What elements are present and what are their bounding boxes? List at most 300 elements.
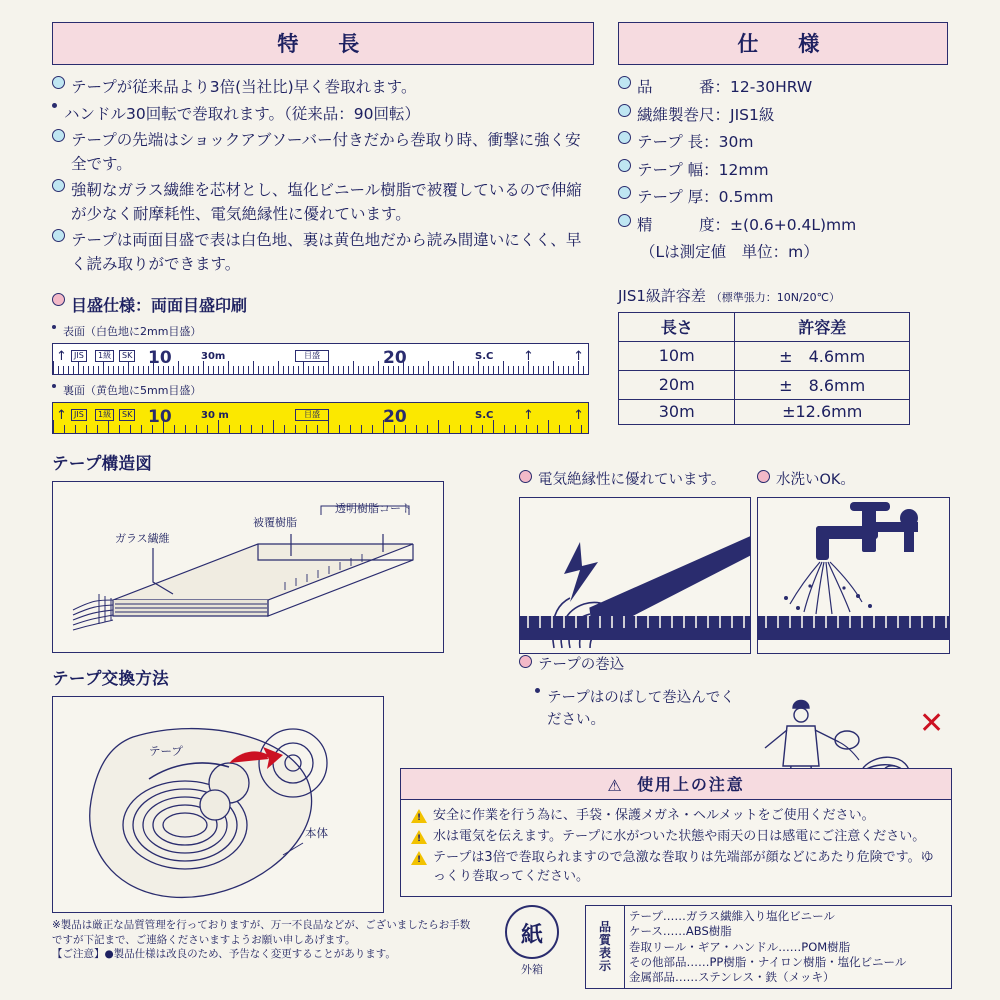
circle-bullet-icon	[618, 214, 631, 227]
lightning-bolt-icon	[564, 542, 598, 602]
list-item	[618, 131, 948, 155]
ruler-tick	[348, 366, 349, 374]
arrow-icon: ↑	[523, 349, 534, 365]
back-scale-caption: 裏面（黄色地に5mm目盛）	[63, 384, 202, 398]
ruler-tick	[174, 425, 175, 433]
arrow-icon: ↑	[523, 408, 534, 424]
list-item	[52, 229, 592, 276]
ruler-tick	[570, 425, 571, 433]
ruler-tick	[408, 366, 409, 374]
ruler-tick	[293, 366, 294, 374]
ruler-tick	[306, 425, 307, 433]
caution-text: テープは3倍で巻取られますので急激な巻取りは先端部が顔などにあたり危険です。ゆっくり巻取ってください。	[433, 849, 934, 884]
ruler-tick	[93, 366, 94, 374]
ruler-tick	[278, 361, 279, 374]
spec-separator: ：	[703, 160, 719, 179]
cell-length: 20m	[619, 370, 735, 399]
ruler-tick	[453, 361, 454, 374]
spec-value: ±(0.6+0.4L)mm	[730, 215, 857, 234]
ruler-tick	[413, 366, 414, 374]
circle-bullet-icon	[519, 470, 532, 483]
warning-triangle-icon	[411, 851, 427, 865]
ruler-tick	[283, 366, 284, 374]
ruler-tick	[103, 361, 104, 374]
list-item	[618, 159, 948, 183]
quality-row: テープ……ガラス繊維入り塩化ビニール	[629, 909, 835, 923]
winding-note: テープはのばして巻込んでください。	[547, 689, 735, 728]
ruler-tick	[273, 366, 274, 374]
column-header: 許容差	[735, 312, 910, 341]
tolerance-title-row	[618, 285, 948, 306]
cell-length: 10m	[619, 341, 735, 370]
ruler-tick	[86, 425, 87, 433]
arrow-icon: ↑	[573, 349, 584, 365]
ruler-tick	[178, 361, 179, 374]
ruler-tick	[68, 366, 69, 374]
quality-row: ケース……ABS樹脂	[629, 924, 732, 939]
ruler-tick	[119, 425, 120, 433]
ruler-tick	[303, 361, 304, 374]
ruler-tick	[493, 420, 494, 433]
circle-bullet-icon	[52, 179, 65, 192]
ruler-tick	[418, 366, 419, 374]
ruler-tick	[88, 366, 89, 374]
ruler-tick	[138, 366, 139, 374]
ruler-tick	[339, 425, 340, 433]
ruler-tick	[233, 366, 234, 374]
ruler-tick	[53, 361, 54, 374]
list-item	[618, 76, 948, 100]
front-scale-caption: 表面（白色地に2mm目盛）	[63, 325, 202, 339]
ruler-tick	[353, 361, 354, 374]
table-header-row	[619, 312, 910, 341]
caution-list	[401, 800, 951, 896]
spec-separator: ：	[703, 188, 719, 207]
ruler-tick	[473, 366, 474, 374]
ruler-tick	[298, 366, 299, 374]
ruler-tick	[251, 425, 252, 433]
list-item	[618, 104, 948, 128]
ruler-tick	[108, 420, 109, 433]
ruler-tick	[504, 425, 505, 433]
ruler-tick	[203, 361, 204, 374]
ruler-tick	[433, 366, 434, 374]
brand-text: S.C	[475, 351, 494, 363]
tolerance-title: JIS1級許容差	[618, 286, 706, 305]
list-item	[618, 214, 948, 238]
ruler-tick	[478, 361, 479, 374]
feature-text: 強靭なガラス繊維を芯材とし、塩化ビニール樹脂で被覆しているので伸縮が少なく耐摩耗性、電気絶縁性に優れています。	[71, 181, 582, 223]
ruler-tick	[483, 366, 484, 374]
insulation-figure	[519, 497, 751, 654]
caution-box	[400, 768, 952, 897]
spec-label: テープ 長	[637, 133, 704, 152]
ruler-tick	[508, 366, 509, 374]
ruler-tick	[133, 366, 134, 374]
ruler-tick	[488, 366, 489, 374]
ruler-tick	[317, 425, 318, 433]
ruler-tick	[372, 425, 373, 433]
ruler-tick	[363, 366, 364, 374]
ruler-tick	[358, 366, 359, 374]
ruler-tick	[423, 366, 424, 374]
circle-bullet-icon	[52, 76, 65, 89]
grade-logo-icon: 1級	[95, 409, 114, 421]
ruler-tick	[130, 425, 131, 433]
washable-label: 水洗いOK。	[776, 472, 855, 488]
brand-text: S.C	[475, 410, 494, 422]
cell-tolerance: ±12.6mm	[735, 399, 910, 424]
ruler-tick	[416, 425, 417, 433]
circle-bullet-icon	[618, 159, 631, 172]
ruler-tick	[368, 366, 369, 374]
recycle-mark-text: 紙	[520, 923, 543, 948]
circle-bullet-icon	[52, 229, 65, 242]
recycle-mark	[497, 905, 567, 977]
winding-label-row	[519, 655, 950, 677]
circle-bullet-icon	[519, 655, 532, 668]
dot-bullet-icon	[52, 103, 57, 108]
ruler-tick	[123, 366, 124, 374]
brand-logo-icon: SK	[119, 409, 135, 421]
spec-value: 12mm	[718, 160, 769, 179]
ruler-tick	[288, 366, 289, 374]
scale-number: 20	[383, 348, 407, 369]
list-item	[52, 129, 592, 176]
ruler-tick	[378, 361, 379, 374]
ruler-tick	[537, 425, 538, 433]
feature-text: ハンドル30回転で巻取れます。（従来品：90回転）	[64, 104, 420, 123]
arrow-icon: ↑	[56, 349, 67, 365]
ruler-tick	[128, 361, 129, 374]
ruler-tick	[533, 366, 534, 374]
ruler-tick	[229, 425, 230, 433]
caution-header: 使用上の注意	[637, 775, 745, 794]
ruler-tick	[98, 366, 99, 374]
tape-structure-section	[52, 450, 592, 653]
ruler-tick	[118, 366, 119, 374]
ruler-tick	[78, 361, 79, 374]
washable-figure	[757, 497, 950, 654]
tolerance-table	[618, 312, 910, 425]
features-list	[52, 76, 592, 276]
ruler-tick	[263, 366, 264, 374]
ruler-tick	[223, 366, 224, 374]
ruler-tick	[75, 425, 76, 433]
brand-logo-icon: SK	[119, 350, 135, 362]
circle-bullet-icon	[52, 293, 65, 306]
water-drop-icon	[784, 584, 872, 610]
ruler-tick	[193, 366, 194, 374]
ruler-tick	[458, 366, 459, 374]
scale-logo-icon: 目盛	[295, 409, 329, 421]
ruler-tick	[83, 366, 84, 374]
exchange-figure	[52, 696, 384, 913]
ruler-tick	[173, 366, 174, 374]
ruler-tick	[361, 425, 362, 433]
scale-number: 20	[383, 407, 407, 428]
ruler-tick	[328, 361, 329, 374]
recycle-caption: 外箱	[521, 963, 543, 976]
ruler-tick	[323, 366, 324, 374]
quality-box	[585, 905, 952, 989]
cell-tolerance: ± 8.6mm	[735, 370, 910, 399]
spec-note: （Lは測定値 単位：m）	[640, 243, 819, 262]
scale-number: 10	[148, 407, 172, 428]
list-item	[411, 849, 941, 887]
ruler-tick	[308, 366, 309, 374]
feature-text: テープが従来品より3倍(当社比)早く巻取れます。	[71, 78, 417, 96]
ruler-tick	[63, 366, 64, 374]
feature-text: テープの先端はショックアブソーバー付きだから巻取り時、衝撃に強く安全です。	[71, 131, 581, 173]
spec-separator: ：	[714, 105, 731, 124]
ruler-tick	[238, 366, 239, 374]
spec-separator: ：	[714, 78, 731, 96]
quality-rows	[625, 906, 951, 988]
table-row	[619, 370, 910, 399]
dot-bullet-icon	[535, 688, 540, 693]
ruler-tick	[141, 425, 142, 433]
quality-row: その他部品……PP樹脂・ナイロン樹脂・塩化ビニール	[629, 954, 907, 969]
grade-logo-icon: 1級	[95, 350, 114, 362]
spec-label: テープ 厚	[637, 188, 704, 207]
table-row	[619, 341, 910, 370]
footnote-line: ですが下記まで、ご連絡くださいますようお願い申しあげます。	[52, 933, 356, 946]
washable-panel	[757, 470, 950, 654]
spec-column	[618, 22, 948, 425]
ruler-tick	[73, 366, 74, 374]
insulation-label: 電気絶縁性に優れています。	[538, 472, 726, 488]
ruler-tick	[523, 366, 524, 374]
table-row	[619, 399, 910, 424]
ruler-tick	[526, 425, 527, 433]
features-header: 特 長	[52, 22, 594, 65]
ruler-tick	[543, 366, 544, 374]
ruler-tick	[53, 420, 54, 433]
tolerance-subtitle: （標準張力：10N/20℃）	[710, 290, 840, 304]
list-item	[52, 103, 592, 127]
ruler-tick	[143, 366, 144, 374]
ruler-tick	[503, 361, 504, 374]
ruler-tick	[553, 361, 554, 374]
ruler-tick	[333, 366, 334, 374]
list-item	[52, 179, 592, 226]
jis-logo-icon: JIS	[71, 350, 87, 362]
ruler-tick	[538, 366, 539, 374]
ruler-tick	[198, 366, 199, 374]
spec-label: 精 度	[637, 215, 715, 234]
ruler-tick	[558, 366, 559, 374]
ruler-tick	[518, 366, 519, 374]
insulation-panel	[519, 470, 751, 654]
warning-triangle-icon: ⚠	[607, 776, 624, 795]
spec-header: 仕 様	[618, 22, 948, 65]
ruler-tick	[513, 366, 514, 374]
ruler-tick	[438, 366, 439, 374]
structure-title: テープ構造図	[52, 454, 153, 474]
quality-row: 巻取リール・ギア・ハンドル……POM樹脂	[629, 939, 851, 954]
ruler-tick	[262, 425, 263, 433]
spec-label: テープ 幅	[637, 160, 704, 179]
scale-number: 30m	[201, 351, 226, 363]
column-header: 長さ	[619, 312, 735, 341]
ruler-tick	[273, 420, 274, 433]
front-scale-caption-row	[52, 325, 592, 340]
circle-bullet-icon	[618, 104, 631, 117]
spec-value: 12-30HRW	[730, 78, 813, 96]
ruler-tick	[338, 366, 339, 374]
front-scale-ruler	[52, 343, 589, 375]
ruler-tick	[515, 425, 516, 433]
insulation-diagram	[520, 498, 751, 653]
tape-structure-diagram	[53, 482, 443, 652]
ruler-tick	[448, 366, 449, 374]
ruler-tick	[573, 366, 574, 374]
ruler-tick	[498, 366, 499, 374]
ruler-tick	[581, 425, 582, 433]
dot-bullet-icon	[52, 325, 56, 329]
caution-text: 安全に作業を行う為に、手袋・保護メガネ・ヘルメットをご使用ください。	[433, 808, 875, 823]
caution-header-row	[401, 769, 951, 800]
ruler-tick	[428, 361, 429, 374]
ruler-tick	[449, 425, 450, 433]
ruler-tick	[258, 366, 259, 374]
insulation-label-row	[519, 470, 751, 492]
circle-bullet-icon	[757, 470, 770, 483]
spec-value: 0.5mm	[718, 188, 774, 207]
ruler-tick	[313, 366, 314, 374]
scale-number: 10	[148, 348, 172, 369]
list-item	[411, 828, 941, 847]
ruler-tick	[58, 366, 59, 374]
washable-label-row	[757, 470, 950, 492]
ruler-tick	[343, 366, 344, 374]
ruler-tick	[373, 366, 374, 374]
arrow-icon: ↑	[573, 408, 584, 424]
structure-label: 透明樹脂コート	[335, 502, 412, 516]
ruler-tick	[493, 366, 494, 374]
ruler-tick	[328, 420, 329, 433]
footnote-line: 【ご注意】●製品仕様は改良のため、予告なく変更することがあります。	[52, 948, 396, 961]
ruler-tick	[218, 366, 219, 374]
dot-bullet-icon	[52, 384, 56, 388]
back-scale-ruler	[52, 402, 589, 434]
ruler-tick	[427, 425, 428, 433]
spec-label: 繊維製巻尺	[637, 105, 715, 124]
list-item	[618, 186, 948, 210]
ruler-tick	[318, 366, 319, 374]
cell-tolerance: ± 4.6mm	[735, 341, 910, 370]
structure-label: ガラス繊維	[115, 532, 170, 546]
ruler-tick	[350, 425, 351, 433]
ruler-tick	[108, 366, 109, 374]
circle-bullet-icon	[618, 186, 631, 199]
structure-figure	[52, 481, 444, 653]
ruler-tick	[213, 366, 214, 374]
ruler-tick	[218, 420, 219, 433]
caution-text: 水は電気を伝えます。テープに水がついた状態や雨天の日は感電にご注意ください。	[433, 828, 926, 844]
ruler-tick	[208, 366, 209, 374]
ruler-tick	[482, 425, 483, 433]
ruler-tick	[559, 425, 560, 433]
scale-logo-icon: 目盛	[295, 350, 329, 362]
ruler-tick	[207, 425, 208, 433]
ruler-tick	[64, 425, 65, 433]
exchange-title: テープ交換方法	[52, 669, 169, 689]
ruler-tick	[97, 425, 98, 433]
spec-value: 30m	[718, 133, 754, 152]
ruler-tick	[185, 425, 186, 433]
exchange-label: 本体	[305, 826, 328, 841]
tape-exchange-diagram	[53, 697, 383, 912]
faucet-icon	[816, 502, 918, 560]
quality-row: 金属部品……ステンレス・鉄（メッキ）	[629, 970, 835, 985]
scale-spec-section	[52, 293, 592, 434]
feature-text: テープは両面目盛で表は白色地、裏は黄色地だから読み間違いにくく、早く読み取りができます。	[71, 231, 582, 273]
circle-bullet-icon	[618, 131, 631, 144]
ruler-tick	[196, 425, 197, 433]
ruler-tick	[295, 425, 296, 433]
ruler-tick	[568, 366, 569, 374]
ruler-tick	[463, 366, 464, 374]
ruler-tick	[253, 361, 254, 374]
footnote	[52, 918, 472, 962]
ruler-tick	[460, 425, 461, 433]
list-item	[411, 807, 941, 826]
circle-bullet-icon	[52, 129, 65, 142]
ruler-tick	[188, 366, 189, 374]
winding-label: テープの巻込	[538, 657, 625, 673]
jis-logo-icon: JIS	[71, 409, 87, 421]
ruler-tick	[248, 366, 249, 374]
spec-value: JIS1級	[730, 105, 775, 124]
faucet-diagram	[758, 498, 950, 653]
scale-number: 30 m	[201, 410, 229, 422]
ruler-tick	[183, 366, 184, 374]
ruler-tick	[113, 366, 114, 374]
ruler-tick	[443, 366, 444, 374]
ruler-tick	[563, 366, 564, 374]
winding-note-row	[535, 688, 745, 732]
ruler-tick	[548, 366, 549, 374]
ruler-tick	[468, 366, 469, 374]
ruler-tick	[471, 425, 472, 433]
ruler-tick	[268, 366, 269, 374]
recycle-icon	[505, 905, 559, 959]
list-item	[52, 76, 592, 100]
spec-separator: ：	[714, 215, 731, 234]
circle-bullet-icon	[618, 76, 631, 89]
ruler-tick	[284, 425, 285, 433]
footnote-line: ※製品は厳正な品質管理を行っておりますが、万一不良品などが、ございましたらお手数	[52, 919, 471, 931]
spec-label: 品 番	[637, 78, 715, 96]
ruler-tick	[228, 361, 229, 374]
spec-separator: ：	[703, 133, 719, 152]
back-scale-caption-row	[52, 384, 592, 399]
water-spray-icon	[790, 562, 862, 614]
ruler-tick	[438, 420, 439, 433]
warning-triangle-icon	[411, 830, 427, 844]
warning-triangle-icon	[411, 809, 427, 823]
forbidden-mark-icon: ✕	[919, 705, 945, 741]
scale-spec-title-row	[52, 293, 592, 316]
ruler-tick	[583, 366, 584, 374]
ruler-tick	[240, 425, 241, 433]
quality-label: 品 質 表 示	[586, 906, 625, 988]
structure-label: 被覆樹脂	[253, 516, 297, 530]
spec-list	[618, 76, 948, 265]
arrow-icon: ↑	[56, 408, 67, 424]
